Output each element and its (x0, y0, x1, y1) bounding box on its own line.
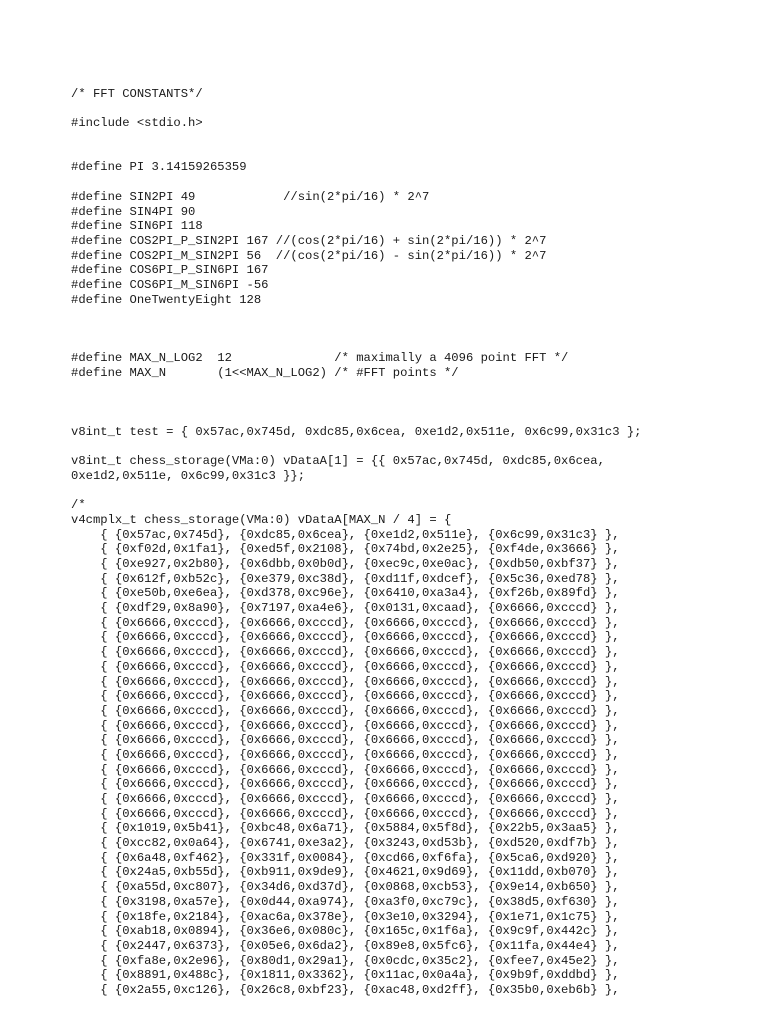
code-line: { {0x3198,0xa57e}, {0x0d44,0xa974}, {0xa3f0,0xc79c}, {0x38d5,0xf630} }, (71, 894, 620, 909)
code-line: { {0xa55d,0xc807}, {0x34d6,0xd37d}, {0x0868,0xcb53}, {0x9e14,0xb650} }, (71, 880, 620, 895)
code-line (71, 131, 751, 146)
code-line: #define SIN6PI 118 (71, 219, 203, 234)
code-line: #define SIN2PI 49 //sin(2*pi/16) * 2^7 (71, 189, 430, 204)
code-line: #define COS6PI_P_SIN6PI 167 (71, 263, 269, 278)
code-line: { {0x6666,0xcccd}, {0x6666,0xcccd}, {0x6666,0xcccd}, {0x6666,0xcccd} }, (71, 792, 620, 806)
code-line: #define COS6PI_M_SIN6PI -56 (71, 277, 269, 292)
code-line: { {0x6666,0xcccd}, {0x6666,0xcccd}, {0x6666,0xcccd}, {0x6666,0xcccd} }, (71, 645, 620, 660)
code-line (71, 440, 751, 455)
code-line: { {0x6666,0xcccd}, {0x6666,0xcccd}, {0x6666,0xcccd}, {0x6666,0xcccd} }, (71, 806, 620, 821)
code-line: { {0x6a48,0xf462}, {0x331f,0x0084}, {0xcd66,0xf6fa}, {0x5ca6,0xd920} }, (71, 850, 620, 865)
code-line: v8int_t test = { 0x57ac,0x745d, 0xdc85,0x6cea, 0xe1d2,0x511e, 0x6c99,0x31c3 }; (71, 424, 642, 439)
document-page (71, 87, 751, 998)
code-line (71, 322, 751, 337)
code-line: { {0x6666,0xcccd}, {0x6666,0xcccd}, {0x6666,0xcccd}, {0x6666,0xcccd} }, (71, 747, 620, 762)
code-line (71, 395, 751, 410)
code-line: #define OneTwentyEight 128 (71, 292, 262, 307)
code-line: #define SIN4PI 90 (71, 204, 196, 219)
code-line: #define COS2PI_P_SIN2PI 167 //(cos(2*pi/16) + sin(2*pi/16)) * 2^7 (71, 233, 547, 248)
code-line: { {0x6666,0xcccd}, {0x6666,0xcccd}, {0x6666,0xcccd}, {0x6666,0xcccd} }, (71, 777, 620, 792)
code-line: { {0x612f,0xb52c}, {0xe379,0xc38d}, {0xd11f,0xdcef}, {0x5c36,0xed78} }, (71, 571, 620, 586)
code-line: { {0x6666,0xcccd}, {0x6666,0xcccd}, {0x6666,0xcccd}, {0x6666,0xcccd} }, (71, 615, 620, 630)
code-line: #define COS2PI_M_SIN2PI 56 //(cos(2*pi/16) - sin(2*pi/16)) * 2^7 (71, 248, 547, 263)
code-line: #define PI 3.14159265359 (71, 160, 247, 175)
code-line: /* (71, 498, 86, 513)
code-line: /* FFT CONSTANTS*/ (71, 87, 203, 101)
code-line: { {0xe927,0x2b80}, {0x6dbb,0x0b0d}, {0xec9c,0xe0ac}, {0xdb50,0xbf37} }, (71, 557, 620, 571)
code-line: #define MAX_N_LOG2 12 /* maximally a 4096 point FFT */ (71, 351, 569, 366)
code-line (71, 484, 751, 499)
code-line: { {0x1019,0x5b41}, {0xbc48,0x6a71}, {0x5884,0x5f8d}, {0x22b5,0x3aa5} }, (71, 821, 620, 836)
code-line: v4cmplx_t chess_storage(VMa:0) vDataA[MAX_N / 4] = { (71, 512, 452, 527)
code-line: { {0x6666,0xcccd}, {0x6666,0xcccd}, {0x6666,0xcccd}, {0x6666,0xcccd} }, (71, 718, 620, 733)
code-line: { {0x6666,0xcccd}, {0x6666,0xcccd}, {0x6666,0xcccd}, {0x6666,0xcccd} }, (71, 659, 620, 674)
code-line: { {0x2447,0x6373}, {0x05e6,0x6da2}, {0x89e8,0x5fc6}, {0x11fa,0x44e4} }, (71, 938, 620, 953)
code-line: 0xe1d2,0x511e, 0x6c99,0x31c3 }}; (71, 468, 306, 483)
code-line: { {0xcc82,0x0a64}, {0x6741,0xe3a2}, {0x3243,0xd53b}, {0xd520,0xdf7b} }, (71, 836, 620, 851)
code-line: { {0x8891,0x488c}, {0x1811,0x3362}, {0x11ac,0x0a4a}, {0x9b9f,0xddbd} }, (71, 968, 620, 983)
code-line (71, 410, 751, 425)
code-line: { {0xf02d,0x1fa1}, {0xed5f,0x2108}, {0x74bd,0x2e25}, {0xf4de,0x3666} }, (71, 542, 620, 557)
code-line: { {0x57ac,0x745d}, {0xdc85,0x6cea}, {0xe1d2,0x511e}, {0x6c99,0x31c3} }, (71, 527, 620, 542)
code-line: { {0x6666,0xcccd}, {0x6666,0xcccd}, {0x6666,0xcccd}, {0x6666,0xcccd} }, (71, 689, 620, 704)
code-line: { {0xdf29,0x8a90}, {0x7197,0xa4e6}, {0x0131,0xcaad}, {0x6666,0xcccd} }, (71, 601, 620, 616)
code-line (71, 102, 751, 117)
code-line: { {0xe50b,0xe6ea}, {0xd378,0xc96e}, {0x6410,0xa3a4}, {0xf26b,0x89fd} }, (71, 586, 620, 601)
code-line: { {0x6666,0xcccd}, {0x6666,0xcccd}, {0x6666,0xcccd}, {0x6666,0xcccd} }, (71, 674, 620, 689)
code-line: #include <stdio.h> (71, 116, 203, 131)
code-line: v8int_t chess_storage(VMa:0) vDataA[1] = {{ 0x57ac,0x745d, 0xdc85,0x6cea, (71, 454, 605, 469)
code-line: { {0xfa8e,0x2e96}, {0x80d1,0x29a1}, {0x0cdc,0x35c2}, {0xfee7,0x45e2} }, (71, 953, 620, 968)
code-listing (71, 87, 751, 998)
code-line: { {0x6666,0xcccd}, {0x6666,0xcccd}, {0x6666,0xcccd}, {0x6666,0xcccd} }, (71, 703, 620, 718)
code-line: { {0xab18,0x0894}, {0x36e6,0x080c}, {0x165c,0x1f6a}, {0x9c9f,0x442c} }, (71, 924, 620, 939)
code-line: { {0x24a5,0xb55d}, {0xb911,0x9de9}, {0x4621,0x9d69}, {0x11dd,0xb070} }, (71, 865, 620, 880)
code-line: { {0x6666,0xcccd}, {0x6666,0xcccd}, {0x6666,0xcccd}, {0x6666,0xcccd} }, (71, 630, 620, 645)
code-line (71, 175, 751, 190)
code-line (71, 381, 751, 396)
code-line (71, 337, 751, 352)
code-line: { {0x6666,0xcccd}, {0x6666,0xcccd}, {0x6666,0xcccd}, {0x6666,0xcccd} }, (71, 733, 620, 748)
code-line (71, 307, 751, 322)
code-line: #define MAX_N (1<<MAX_N_LOG2) /* #FFT points */ (71, 366, 459, 381)
code-line: { {0x18fe,0x2184}, {0xac6a,0x378e}, {0x3e10,0x3294}, {0x1e71,0x1c75} }, (71, 909, 620, 924)
code-line: { {0x2a55,0xc126}, {0x26c8,0xbf23}, {0xac48,0xd2ff}, {0x35b0,0xeb6b} }, (71, 982, 620, 997)
code-line (71, 146, 751, 161)
code-line: { {0x6666,0xcccd}, {0x6666,0xcccd}, {0x6666,0xcccd}, {0x6666,0xcccd} }, (71, 762, 620, 777)
